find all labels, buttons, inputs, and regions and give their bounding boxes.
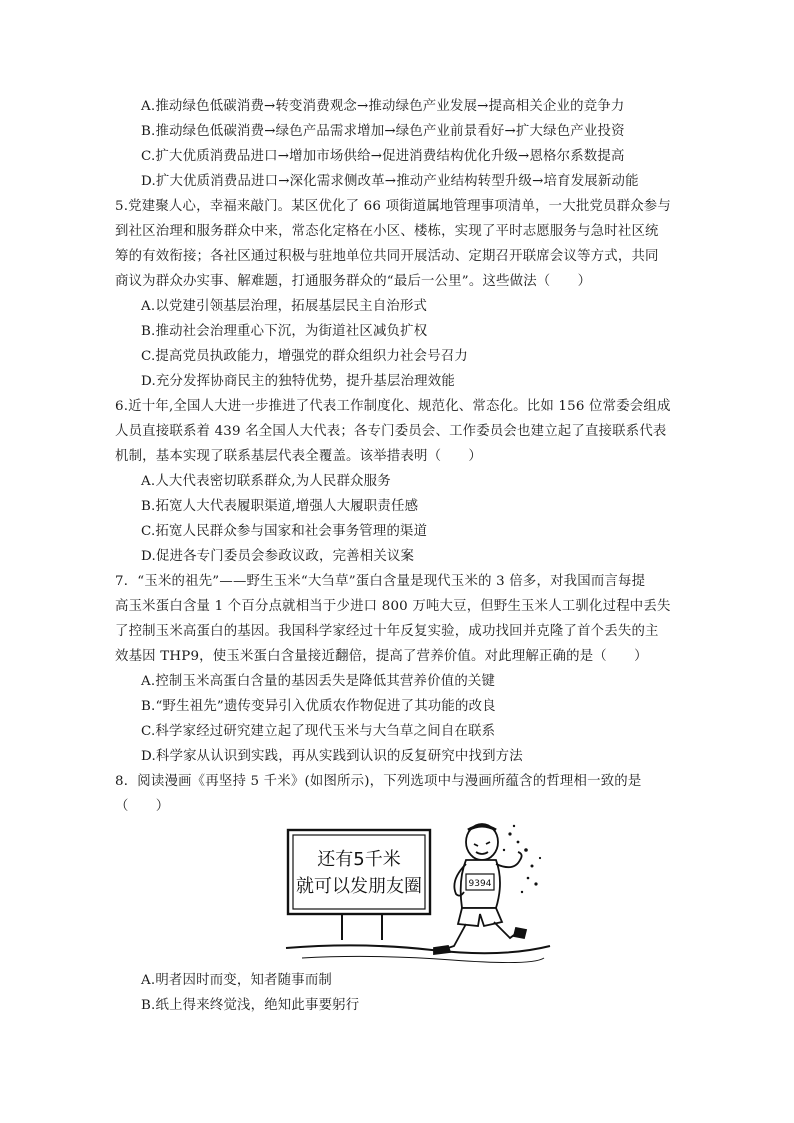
q4-option-a: A.推动绿色低碳消费→转变消费观念→推动绿色产业发展→提高相关企业的竞争力	[141, 99, 625, 114]
q8-stem-line-1: 8．阅读漫画《再坚持 5 千米》(如图所示)，下列选项中与漫画所蕴含的哲理相一致的是	[115, 774, 642, 789]
q5-option-b: B.推动社会治理重心下沉，为街道社区减负扩权	[141, 324, 428, 339]
runner-right-shoe	[514, 928, 526, 938]
q7-option-a: A.控制玉米高蛋白含量的基因丢失是降低其营养价值的关键	[141, 674, 496, 689]
q4-option-c: C.扩大优质消费品进口→增加市场供给→促进消费结构优化升级→恩格尔系数提高	[141, 149, 625, 164]
q6-stem-line-1: 6.近十年,全国人大进一步推进了代表工作制度化、规范化、常态化。比如 156 位常委会组成	[115, 399, 671, 414]
q5-stem-line-4: 商议为群众办实事、解难题，打通服务群众的“最后一公里”。这些做法（ ）	[115, 274, 592, 289]
q5-option-c: C.提高党员执政能力，增强党的群众组织力社会号召力	[141, 349, 469, 364]
q6-option-a: A.人大代表密切联系群众,为人民群众服务	[141, 474, 391, 489]
q5-stem-line-1: 5.党建聚人心，幸福来敲门。某区优化了 66 项街道属地管理事项清单，一大批党员群众参与	[115, 199, 671, 214]
q6-option-b: B.拓宽人大代表履职渠道,增强人大履职责任感	[141, 499, 419, 514]
q7-stem-line-2: 高玉米蛋白含量 1 个百分点就相当于少进口 800 万吨大豆，但野生玉米人工驯化过程中丢失	[115, 599, 671, 614]
comic-ground-line-2	[302, 956, 544, 962]
comic-sign-line-1: 还有5千米	[317, 849, 401, 870]
q7-option-c: C.科学家经过研究建立起了现代玉米与大刍草之间自在联系	[141, 724, 496, 739]
q5-option-d: D.充分发挥协商民主的独特优势，提升基层治理效能	[141, 374, 455, 389]
comic-runner	[434, 824, 526, 954]
q8-option-b: B.纸上得来终觉浅，绝知此事要躬行	[141, 998, 360, 1013]
q7-stem-line-3: 了控制玉米高蛋白的基因。我国科学家经过十年反复实验，成功找回并克隆了首个丢失的主	[115, 624, 659, 639]
q8-stem-line-2: （ ）	[115, 799, 170, 814]
comic-sweat-drops	[503, 825, 541, 893]
q8-option-a: A.明者因时而变，知者随事而制	[141, 973, 333, 988]
q6-option-d: D.促进各专门委员会参政议政，完善相关议案	[141, 549, 415, 564]
q7-option-d: D.科学家从认识到实践，再从实践到认识的反复研究中找到方法	[141, 749, 523, 764]
comic-ground-line	[286, 945, 550, 953]
comic-sign-board	[288, 830, 430, 914]
q7-option-b: B.“野生祖先”遗传变异引入优质农作物促进了其功能的改良	[141, 699, 496, 714]
q5-stem-line-2: 到社区治理和服务群众中来，常态化定格在小区、楼栋，实现了平时志愿服务与急时社区统	[115, 224, 659, 239]
q6-option-c: C.拓宽人民群众参与国家和社会事务管理的渠道	[141, 524, 428, 539]
q6-stem-line-2: 人员直接联系着 439 名全国人大代表；各专门委员会、工作委员会也建立起了直接联系代表	[115, 424, 667, 439]
runner-comic	[282, 820, 552, 966]
q4-option-d: D.扩大优质消费品进口→深化需求侧改革→推动产业结构转型升级→培育发展新动能	[141, 174, 639, 189]
q5-stem-line-3: 筹的有效衔接；各社区通过积极与驻地单位共同开展活动、定期召开联席会议等方式，共同	[115, 249, 659, 264]
comic-sign-line-2: 就可以发朋友圈	[296, 876, 422, 897]
q5-option-a: A.以党建引领基层治理，拓展基层民主自治形式	[141, 299, 428, 314]
runner-right-arm	[496, 852, 522, 867]
q7-stem-line-4: 效基因 THP9，使玉米蛋白含量接近翻倍，提高了营养价值。对此理解正确的是（ ）	[115, 649, 648, 664]
q6-stem-line-3: 机制，基本实现了联系基层代表全覆盖。该举措表明（ ）	[115, 449, 482, 464]
q4-option-b: B.推动绿色低碳消费→绿色产品需求增加→绿色产业前景看好→扩大绿色产业投资	[141, 124, 625, 139]
q7-stem-line-1: 7．“玉米的祖先”——野生玉米“大刍草”蛋白含量是现代玉米的 3 倍多，对我国而言每提	[115, 574, 646, 589]
runner-bib-number: 9394	[468, 879, 492, 889]
